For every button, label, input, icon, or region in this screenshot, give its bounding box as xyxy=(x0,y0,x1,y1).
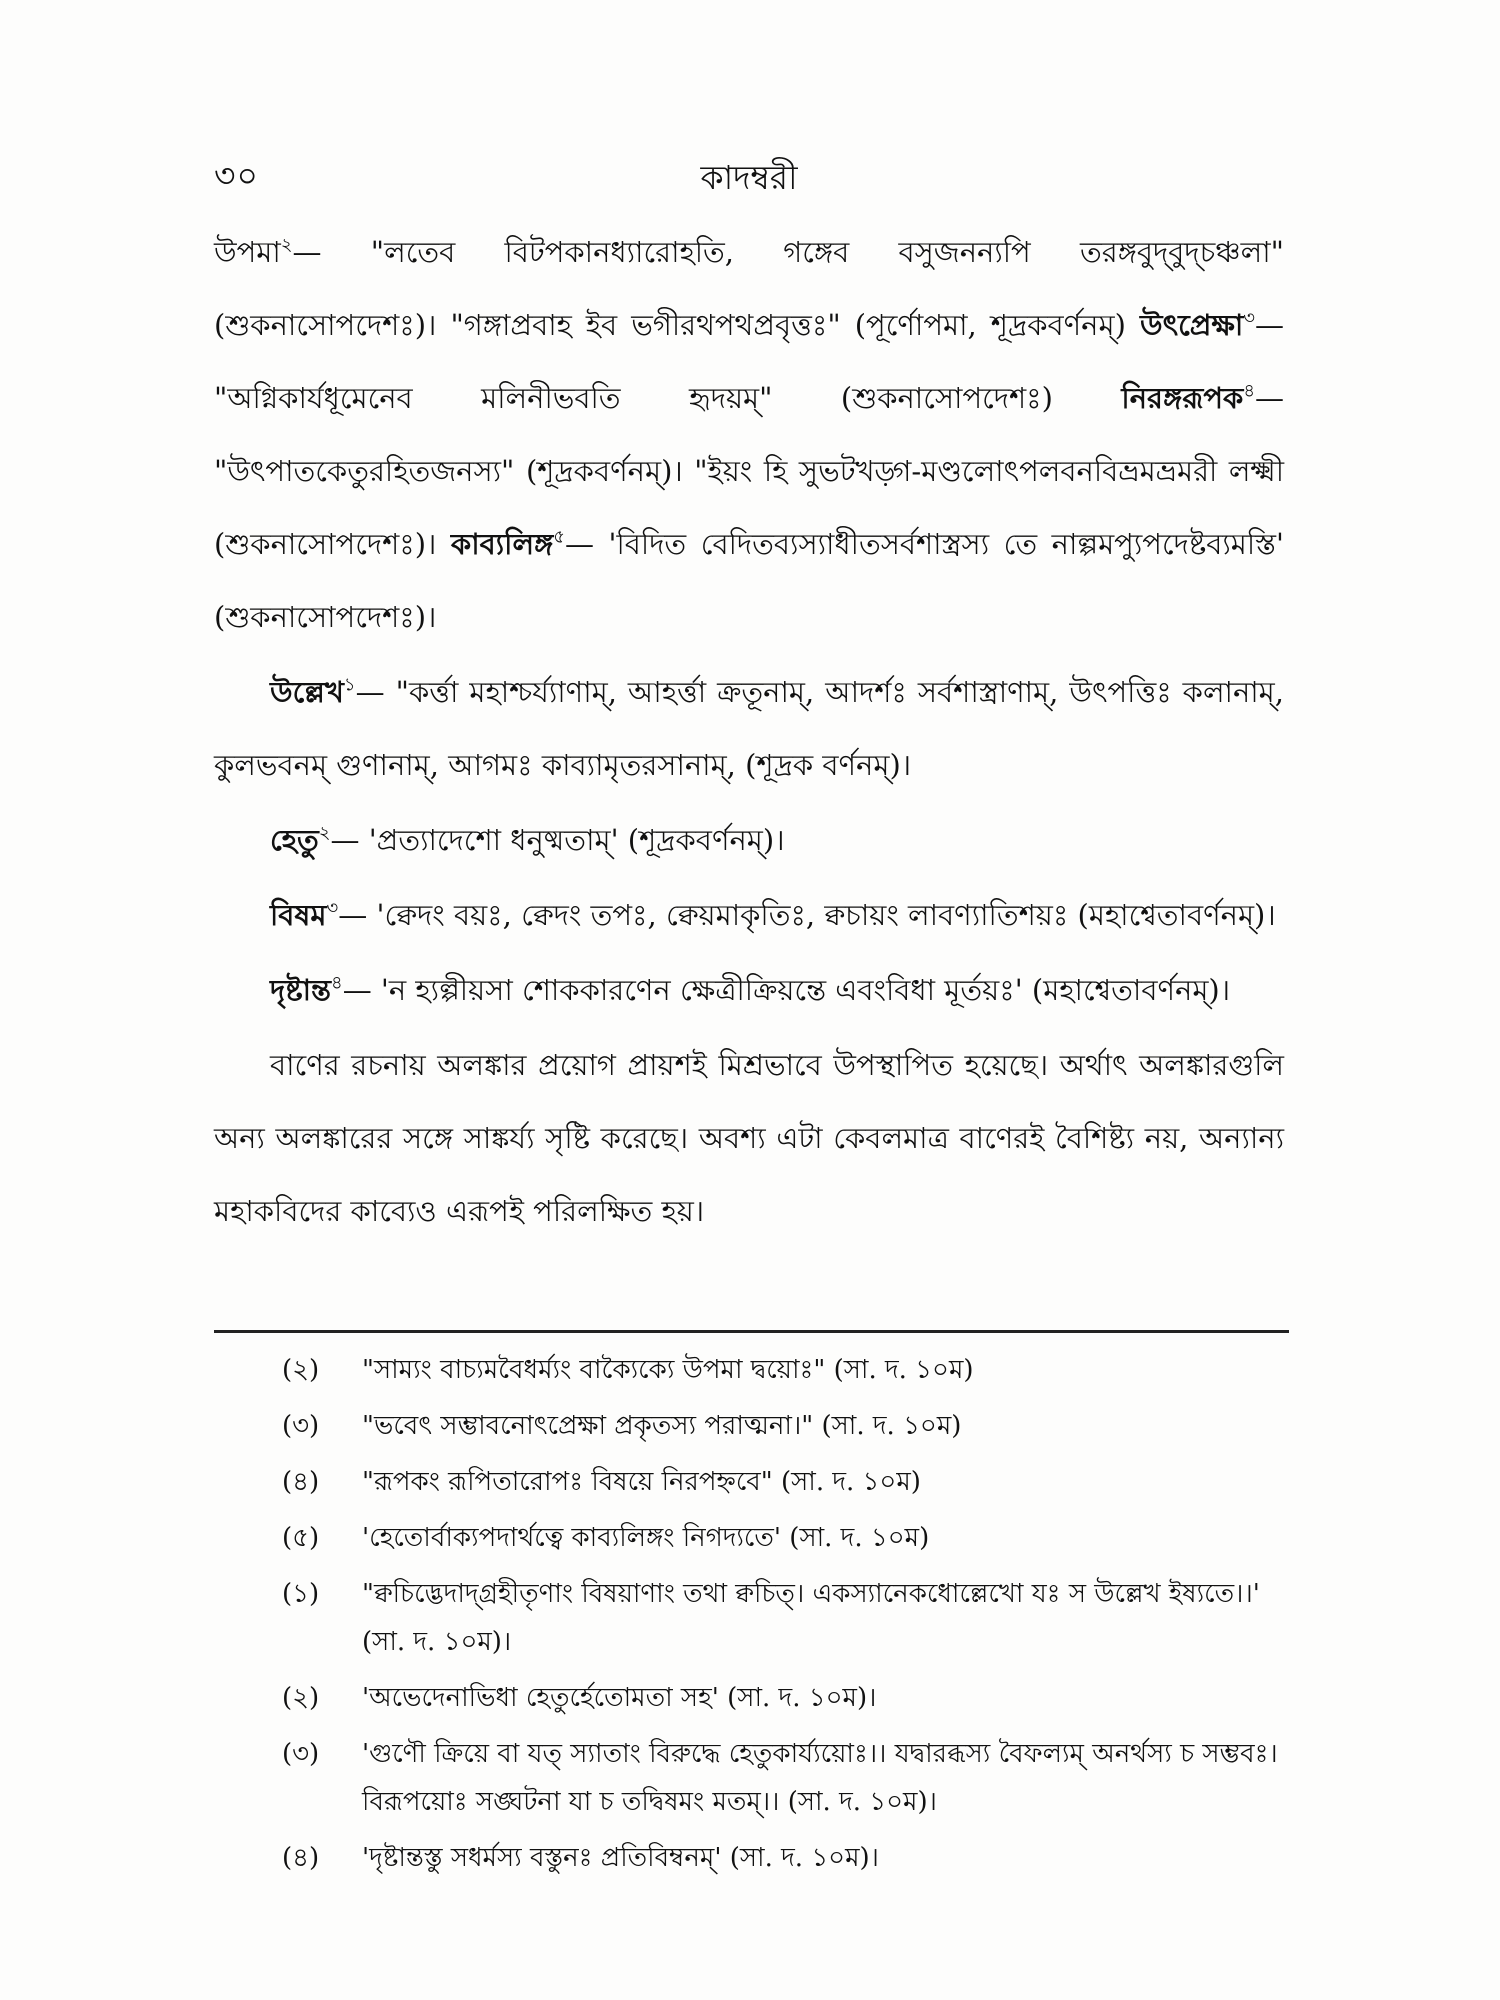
footnote-marker: ৩ xyxy=(326,897,339,919)
figure-of-speech-term: বিষম xyxy=(270,898,327,932)
footnote-text: "ক্বচিদ্ভেদাদ্‌গ্রহীতৃণাং বিষয়াণাং তথা ক্বচিত্‌। একস্যানেকধোল্লেখো যঃ স উল্লেখ ইষ্যতে।।' (সা. দ. ১০ম)। xyxy=(362,1579,1260,1657)
footnote xyxy=(282,1514,1287,1562)
footnote-number: (৫) xyxy=(282,1523,320,1553)
footnote xyxy=(282,1346,1287,1394)
footnotes xyxy=(282,1346,1287,1890)
footnote-marker: ২ xyxy=(318,822,331,844)
footnote-text: 'দৃষ্টান্তস্তু সধর্মস্য বস্তুনঃ প্রতিবিম্বনম্‌' (সা. দ. ১০ম)। xyxy=(362,1843,879,1873)
footnote-marker: ২ xyxy=(280,234,293,256)
footnote xyxy=(282,1570,1287,1666)
paragraph xyxy=(214,1029,1284,1248)
footnote-number: (৪) xyxy=(282,1467,320,1497)
footnote-text: "রূপকং রূপিতারোপঃ বিষয়ে নিরপহ্নবে" (সা. দ. ১০ম) xyxy=(362,1467,921,1497)
footnote xyxy=(282,1402,1287,1450)
footnote-number: (৪) xyxy=(282,1843,320,1873)
page-number: ৩০ xyxy=(214,156,259,195)
footnote-marker: ৩ xyxy=(1243,307,1255,329)
paragraph-text: — "কর্ত্তা মহাশ্চর্য্যাণাম্‌, আহর্ত্তা ক্রতূনাম্‌, আদর্শঃ সর্বশাস্ত্রাণাম্‌, উৎপত্তিঃ কলানাম্‌, কুলভবনম্‌ গুণানাম্‌, আগমঃ কাব্যামৃতরসানাম্‌, (শূদ্রক বর্ণনম্‌)। xyxy=(214,675,1284,782)
figure-of-speech-term: দৃষ্টান্ত xyxy=(270,973,332,1007)
paragraph-text: — "উৎপাতকেতুরহিতজনস্য" (শূদ্রকবর্ণনম্‌)। "ইয়ং হি সুভটখড়্গ-মণ্ডলোৎপলবনবিভ্রমভ্রমরী লক্ষ্মী (শুকনাসোপদেশঃ)। xyxy=(214,381,1284,561)
figure-of-speech-term: উল্লেখ xyxy=(270,675,344,709)
footnote xyxy=(282,1834,1287,1882)
paragraph-text: উপমা xyxy=(214,235,281,269)
footnote-text: 'গুণৌ ক্রিয়ে বা যত্ স্যাতাং বিরুদ্ধে হেতুকার্য্যয়োঃ।। যদ্বারব্ধস্য বৈফল্যম্‌ অনর্থস্য চ সম্ভবঃ। বিরূপয়োঃ সঙ্ঘটনা যা চ তদ্বিষমং মতম্‌।। (সা. দ. ১০ম)। xyxy=(362,1739,1278,1817)
footnote xyxy=(282,1458,1287,1506)
paragraph xyxy=(214,216,1284,654)
paragraph xyxy=(214,804,1284,877)
footnote-number: (২) xyxy=(282,1683,320,1713)
main-text xyxy=(214,216,1284,1248)
footnote-text: "ভবেৎ সম্ভাবনোৎপ্রেক্ষা প্রকৃতস্য পরাত্মনা।" (সা. দ. ১০ম) xyxy=(362,1411,962,1441)
figure-of-speech-term: নিরঙ্গরূপক xyxy=(1121,381,1244,415)
footnote-divider xyxy=(214,1330,1289,1333)
paragraph-text: — 'ন হ্যল্পীয়সা শোককারণেন ক্ষেত্রীক্রিয়ন্তে এবংবিধা মূর্তয়ঃ' (মহাশ্বেতাবর্ণনম্‌)। xyxy=(342,973,1231,1007)
paragraph-text: — 'প্রত্যাদেশো ধনুষ্মতাম্‌' (শূদ্রকবর্ণনম্‌)। xyxy=(330,823,785,857)
footnote-number: (২) xyxy=(282,1355,320,1385)
paragraph-text: — 'বিদিত বেদিতব্যস্যাধীতসর্বশাস্ত্রস্য তে নাল্পমপ্যুপদেষ্টব্যমস্তি' (শুকনাসোপদেশঃ)। xyxy=(214,527,1285,634)
footnote-number: (৩) xyxy=(282,1411,320,1441)
running-title: কাদম্বরী xyxy=(700,158,798,197)
page-header xyxy=(214,150,1284,210)
footnote-text: 'অভেদেনাভিধা হেতুর্হেতোমতা সহ' (সা. দ. ১০ম)। xyxy=(362,1683,877,1713)
footnote-marker: ৪ xyxy=(1243,380,1255,402)
figure-of-speech-term: হেতু xyxy=(270,823,319,857)
figure-of-speech-term: উৎপ্রেক্ষা xyxy=(1139,308,1244,342)
footnote-text: 'হেতোর্বাক্যপদার্থত্বে কাব্যলিঙ্গং নিগদ্যতে' (সা. দ. ১০ম) xyxy=(362,1523,930,1553)
footnote-text: "সাম্যং বাচ্যমবৈধর্ম্যং বাক্যৈক্যে উপমা দ্বয়োঃ" (সা. দ. ১০ম) xyxy=(362,1355,974,1385)
footnote xyxy=(282,1674,1287,1722)
paragraph-text: — "অগ্নিকার্যধূমেনেব মলিনীভবতি হৃদয়ম্‌" (শুকনাসোপদেশঃ) xyxy=(214,308,1284,415)
paragraph xyxy=(214,954,1284,1027)
paragraph xyxy=(214,879,1284,952)
paragraph-text: — 'ক্বেদং বয়ঃ, ক্বেদং তপঃ, ক্বেয়মাকৃতিঃ, ক্বচায়ং লাবণ্যাতিশয়ঃ (মহাশ্বেতাবর্ণনম্‌)। xyxy=(338,898,1276,932)
footnote-marker: ৫ xyxy=(553,526,565,548)
footnote-marker: ৪ xyxy=(331,972,343,994)
footnote-number: (৩) xyxy=(282,1739,320,1769)
footnote-number: (১) xyxy=(282,1579,320,1609)
footnote xyxy=(282,1730,1287,1826)
paragraph-text: বাণের রচনায় অলঙ্কার প্রয়োগ প্রায়শই মিশ্রভাবে উপস্থাপিত হয়েছে। অর্থাৎ অলঙ্কারগুলি অন্য অলঙ্কারের সঙ্গে সাঙ্কর্য্য সৃষ্টি করেছে। অবশ্য এটা কেবলমাত্র বাণেরই বৈশিষ্ট্য নয়, অন্যান্য মহাকবিদের কাব্যেও এরূপই পরিলক্ষিত হয়। xyxy=(214,1048,1284,1228)
figure-of-speech-term: কাব্যলিঙ্গ xyxy=(450,527,554,561)
paragraph-text: — "লতেব বিটপকানধ্যারোহতি, গঙ্গেব বসুজনন্যপি তরঙ্গবুদ্‌বুদ্‌চঞ্চলা" (শুকনাসোপদেশঃ)। "গঙ্গাপ্রবাহ ইব ভগীরথপথপ্রবৃত্তঃ" (পূর্ণোপমা, শূদ্রকবর্ণনম্‌) xyxy=(214,235,1284,342)
paragraph xyxy=(214,656,1284,802)
footnote-marker: ১ xyxy=(343,674,356,696)
